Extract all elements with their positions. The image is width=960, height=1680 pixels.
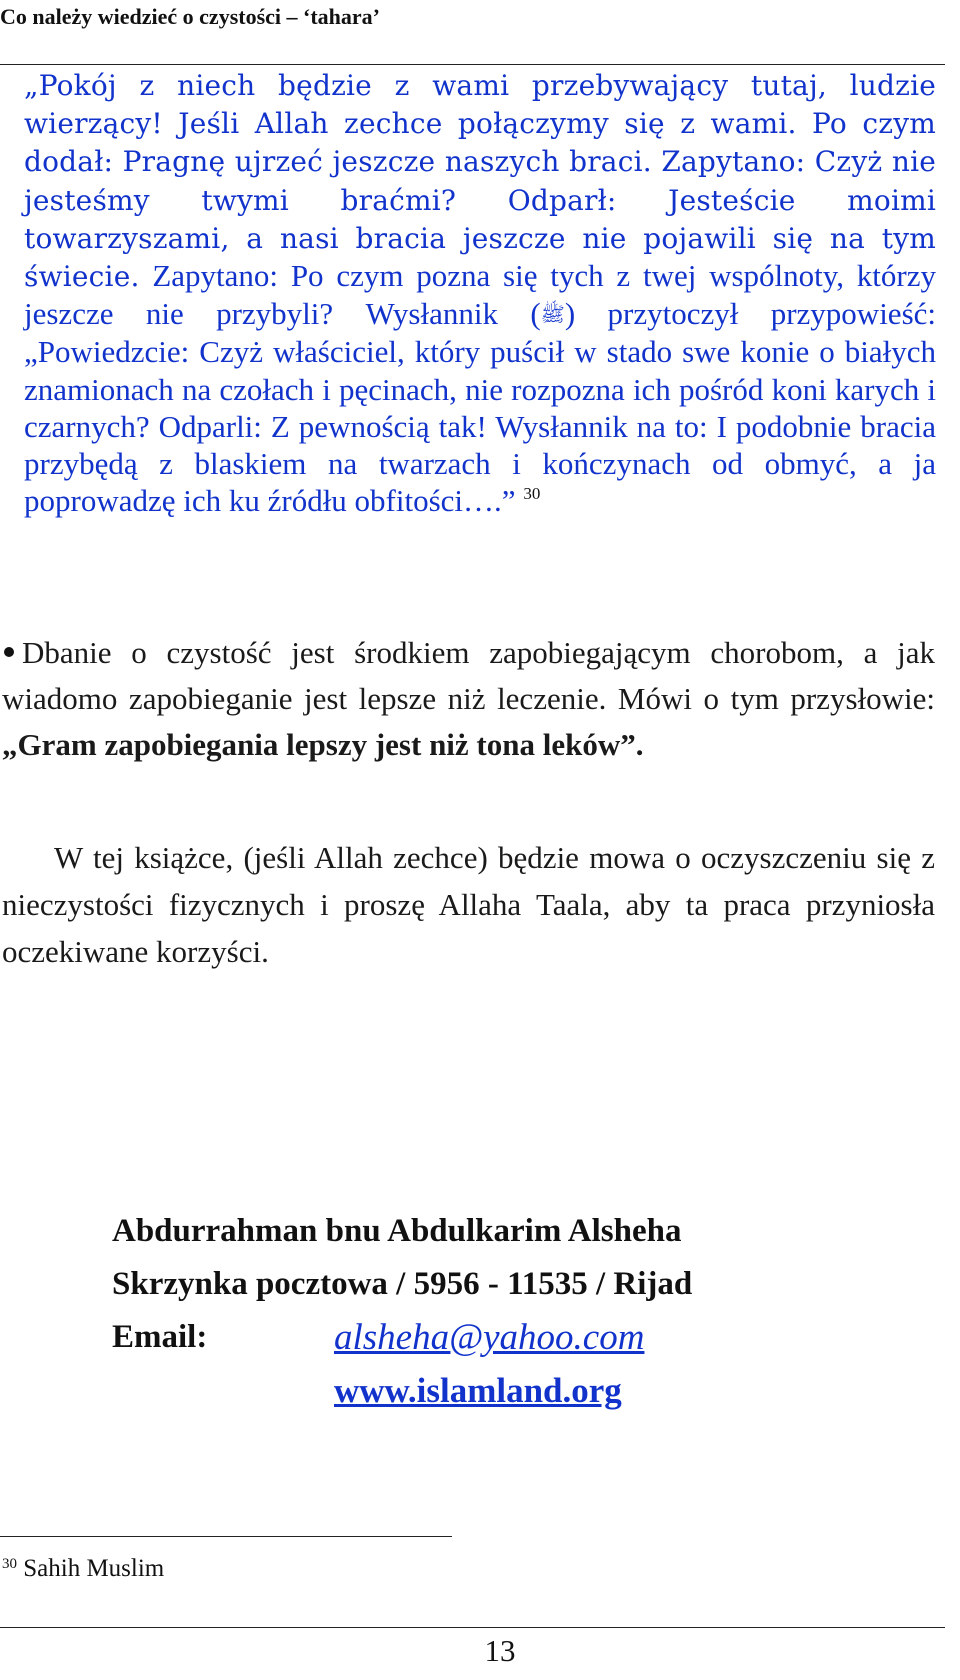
footnote bbox=[2, 1555, 164, 1583]
footnote-text: Sahih Muslim bbox=[23, 1555, 165, 1582]
footer-divider bbox=[0, 1627, 945, 1628]
footnote-divider bbox=[0, 1536, 452, 1537]
running-header: Co należy wiedzieć o czystości – ‘tahara’ bbox=[0, 4, 381, 29]
email-row bbox=[112, 1311, 872, 1410]
author-name: Abdurrahman bnu Abdulkarim Alsheha bbox=[112, 1213, 682, 1249]
email-label: Email: bbox=[112, 1319, 208, 1355]
footnote-number: 30 bbox=[2, 1556, 17, 1572]
pbuh-symbol-icon: ﷺ bbox=[540, 302, 565, 327]
page-number: 13 bbox=[484, 1633, 516, 1668]
email-link[interactable]: alsheha@yahoo.com bbox=[334, 1317, 645, 1358]
hadith-text-part-2: Zapytano: Po czym pozna się tych z twej wspólnoty, którzy jeszcze nie przybyli? bbox=[24, 258, 936, 332]
bullet-icon bbox=[4, 647, 14, 657]
website-link[interactable]: www.islamland.org bbox=[334, 1371, 622, 1410]
proverb-text: „Gram zapobiegania lepszy jest niż tona leków”. bbox=[2, 727, 644, 762]
hadith-text-part-3: Wysłannik ( bbox=[365, 296, 541, 332]
bullet-paragraph bbox=[2, 630, 935, 768]
hadith-text-part-1: „Pokój z niech będzie z wami przebywający tutaj, ludzie wierzący! Jeśli Allah zechce połączymy się z wami. Po czym dodał: Pragnę ujrzeć jeszcze naszych braci. Zapytano: Czyż nie jesteśmy twymi braćmi? Odparł: Jesteście moimi towarzyszami, a nasi bracia jeszcze nie pojawili się na tym świecie. bbox=[24, 69, 936, 294]
intro-paragraph: W tej książce, (jeśli Allah zechce) będzie mowa o oczyszczeniu się z nieczystości fizycznych i proszę Allaha Taala, aby ta praca przyniosła oczekiwane korzyści. bbox=[2, 840, 935, 969]
header-divider bbox=[0, 64, 945, 65]
footnote-reference[interactable]: 30 bbox=[523, 484, 541, 504]
bullet-text: Dbanie o czystość jest środkiem zapobiegającym chorobom, a jak wiadomo zapobieganie jest lepsze niż leczenie. Mówi o tym przysłowie: bbox=[2, 635, 935, 716]
hadith-text-part-4: ) przytoczył przypowieść: „Powiedzcie: Czyż właściciel, który puścił w stado swe konie o białych znamionach na czołach i pęcinach, nie rozpozna ich pośród koni karych i czarnych? Odparli: Z pewnością tak! Wysłannik na to: I podobnie bracia przybędą z blaskiem na twarzach i kończynach od obmyć, a ja poprowadzę ich ku źródłu obfitości….” bbox=[24, 296, 937, 519]
author-address: Skrzynka pocztowa / 5956 - 11535 / Rijad bbox=[112, 1266, 693, 1302]
author-contact-block bbox=[112, 1205, 872, 1410]
hadith-quote bbox=[24, 66, 936, 519]
